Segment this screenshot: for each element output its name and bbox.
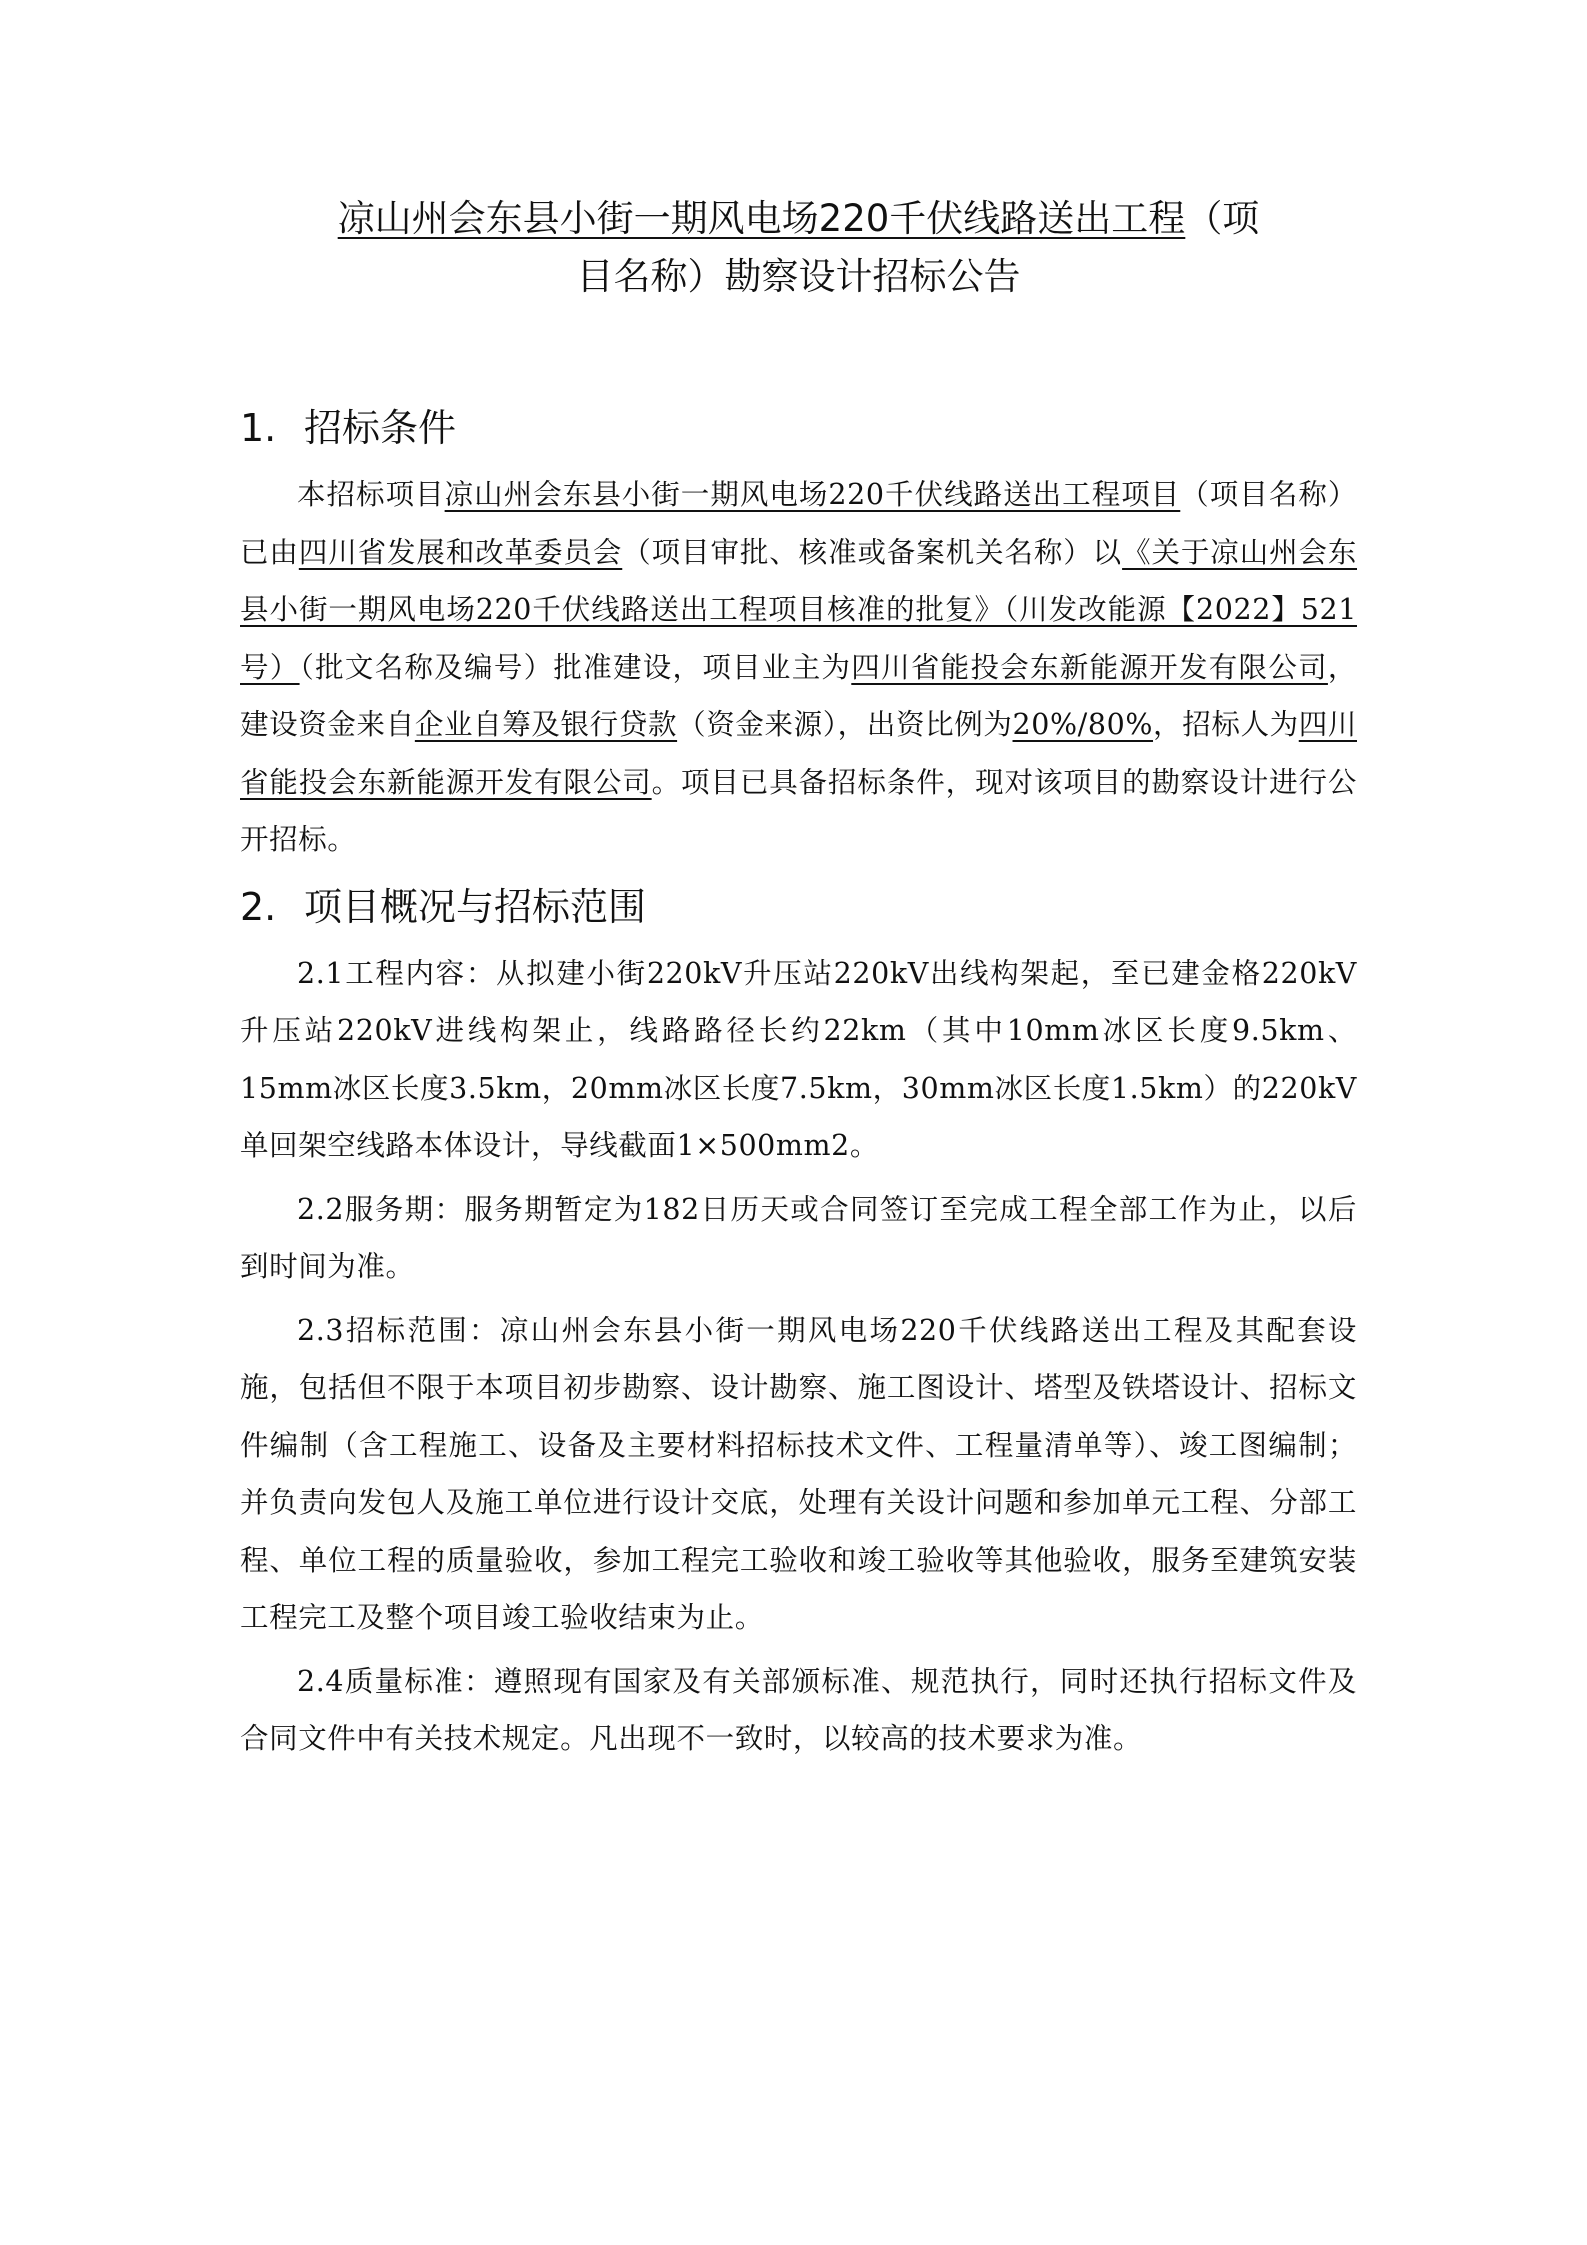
tenderer: 四川省能投会东新能源开发有限公司 [240,708,1357,799]
section-1-heading [240,398,1357,458]
title-project-name: 凉山州会东县小街一期风电场220千伏线路送出工程 [337,197,1186,240]
title-line-1-rest: （项 [1185,197,1260,240]
title-line-2: 目名称）勘察设计招标公告 [576,255,1021,298]
text-run: ，建设资金来自 [240,650,1358,741]
text-run: （资金来源），出资比例为 [677,708,1013,741]
section-1-title: 招标条件 [304,406,457,450]
section-1-paragraph [240,466,1357,869]
project-name: 凉山州会东县小街一期风电场220千伏线路送出工程项目 [444,478,1181,511]
approval-authority: 四川省发展和改革委员会 [298,535,623,569]
section-2-number: 2. [240,884,277,929]
paragraph-2-2-service-period: 2.2服务期：服务期暂定为182日历天或合同签订至完成工程全部工作为止，以后到时间为准。 [240,1192,1357,1283]
document-title [240,190,1357,306]
text-run: （项目名称）已由 [240,478,1357,569]
text-run: 。项目已具备招标条件，现对该项目的勘察设计进行公开招标。 [240,765,1357,856]
section-2-heading [240,877,1357,937]
paragraph-2-1-scope-of-work: 2.1工程内容：从拟建小街220kV升压站220kV出线构架起，至已建金格220kV升压站220kV进线构架止，线路路径长约22km（其中10mm冰区长度9.5km、15mm冰区长度3.5km，20mm冰区长度7.5km，30mm冰区长度1.5km）的220kV单回架空线路本体设计，导线截面1×500mm2。 [240,956,1357,1162]
text-run: ，招标人为 [1153,708,1299,741]
text-run: 本招标项目 [297,478,445,511]
approval-document: 《关于凉山州会东县小街一期风电场220千伏线路送出工程项目核准的批复》（川发改能源【2022】521号） [240,535,1358,684]
text-run: （项目审批、核准或备案机关名称）以 [622,535,1123,569]
funding-source: 企业自筹及银行贷款 [414,708,678,741]
paragraph-2-3-tender-scope: 2.3招标范围：凉山州会东县小街一期风电场220千伏线路送出工程及其配套设施，包括但不限于本项目初步勘察、设计勘察、施工图设计、塔型及铁塔设计、招标文件编制（含工程施工、设备及主要材料招标技术文件、工程量清单等）、竣工图编制；并负责向发包人及施工单位进行设计交底，处理有关设计问题和参加单元工程、分部工程、单位工程的质量验收，参加工程完工验收和竣工验收等其他验收，服务至建筑安装工程完工及整个项目竣工验收结束为止。 [240,1313,1357,1634]
title-line-1 [240,190,1357,248]
paragraph-2-4-quality-standard: 2.4质量标准：遵照现有国家及有关部颁标准、规范执行，同时还执行招标文件及合同文件中有关技术规定。凡出现不一致时，以较高的技术要求为准。 [240,1664,1357,1755]
text-run: （批文名称及编号）批准建设，项目业主为 [299,650,852,684]
project-owner: 四川省能投会东新能源开发有限公司 [851,650,1328,684]
section-1-number: 1. [240,406,277,450]
section-2-title: 项目概况与招标范围 [304,884,647,929]
funding-ratio: 20%/80% [1012,708,1154,741]
